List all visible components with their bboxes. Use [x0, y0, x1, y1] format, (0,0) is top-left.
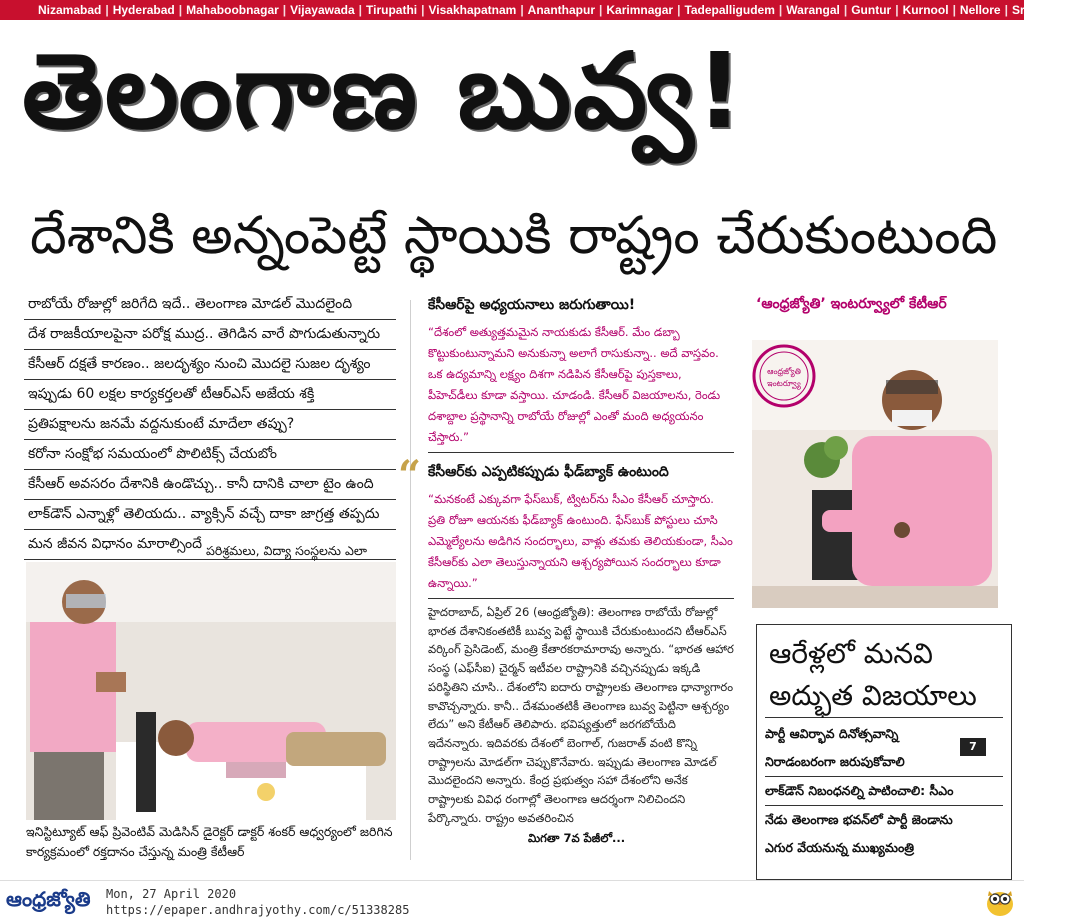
quote-icon: “ [398, 452, 422, 499]
city-link[interactable]: Tadepalligudem [684, 3, 775, 17]
city-separator: | [520, 3, 524, 17]
photo-caption: ఇనిస్టిట్యూట్ ఆఫ్ ప్రివెంటివ్ మెడిసిన్ డైరెక్టర్ డాక్టర్ శంకర్ ఆధ్వర్యంలో జరిగిన కార్యక్రమంలో రక్తదానం చేస్తున్న మంత్రి కేటీఆర్ [26, 824, 393, 859]
panel-item: నిరాడంబరంగా జరుపుకోవాలి [765, 748, 1003, 777]
sub-headline: దేశానికి అన్నంపెట్టే స్థాయికి రాష్ట్రం చేరుకుంటుంది [30, 206, 998, 266]
middle-column [428, 290, 734, 848]
city-link[interactable]: Vijayawada [290, 3, 355, 17]
city-link[interactable]: Tirupathi [366, 3, 418, 17]
city-separator: | [778, 3, 783, 17]
panel-item: ఎగుర వేయనున్న ముఖ్యమంత్రి [765, 840, 915, 855]
key-point-item: కేసీఆర్ దక్షతే కారణం.. జలదృశ్యం నుంచి మొదలై సుజల దృశ్యం [24, 350, 396, 380]
city-separator: | [677, 3, 681, 17]
ktr-interview-photo [752, 340, 998, 608]
quote-text: “మనకంటే ఎక్కువగా ఫేస్‌బుక్, ట్విటర్‌ను సీఎం కేసీఆర్ చూస్తారు. ప్రతి రోజూ ఆయనకు ఫీడ్‌బ్యాక్ ఉంటుంది. ఫేస్‌బుక్ పోస్టులు చూసి ఎమ్మెల్యేలను అడిగిన సందర్భాలు, వాళ్లు తమకు తెలియకుండా, సీఎం కేసీఆర్‌కు ఎలా తెలుస్తున్నాయని ఆశ్చర్యపోయిన సందర్భాలు కూడా ఉన్నాయి.” [428, 492, 733, 590]
stamp-line: ఆంధ్రజ్యోతి [767, 367, 801, 376]
continued-note: మిగతా 7వ పేజీలో... [528, 831, 626, 846]
page-ref-badge[interactable]: 7 [960, 738, 986, 756]
panel-title-line: ఆరేళ్లలో మనవి [769, 637, 933, 670]
blurb-item: పరిశ్రమలు, విద్యా సంస్థలను ఎలా [206, 540, 396, 586]
city-link[interactable]: Visakhapatnam [428, 3, 517, 17]
city-link[interactable]: Warangal [786, 3, 840, 17]
city-link[interactable]: Karimnagar [606, 3, 674, 17]
key-point-item: కరోనా సంక్షోభ సమయంలో పొలిటిక్స్ చేయబోం [24, 440, 396, 470]
owl-icon[interactable] [985, 885, 1015, 917]
edition-url[interactable]: https://epaper.andhrajyothy.com/c/51338285 [106, 903, 410, 917]
main-headline: తెలంగాణ బువ్వ! [22, 30, 746, 152]
panel-item: లాక్‌డౌన్ నిబంధనల్ని పాటించాలి: సీఎం [765, 777, 1003, 806]
city-link[interactable]: Mahaboobnagar [186, 3, 279, 17]
key-point-item: కేసీఆర్ అవసరం దేశానికి ఉండొచ్చు.. కానీ దానికి చాలా టైం ఉంది [24, 470, 396, 500]
city-link[interactable]: Nellore [959, 3, 1001, 17]
key-point-item: దేశ రాజకీయాలపైనా పరోక్ష ముద్ర.. తెగిడిన వారే పొగుడుతున్నారు [24, 320, 396, 350]
column-divider [410, 300, 411, 860]
blood-donation-photo [26, 562, 396, 820]
key-point-item: రాబోయే రోజుల్లో జరిగేది ఇదే.. తెలంగాణ మోడల్ మొదలైంది [24, 290, 396, 320]
city-separator: | [282, 3, 287, 17]
city-separator: | [421, 3, 425, 17]
city-link[interactable]: Guntur [851, 3, 892, 17]
city-edition-bar [0, 0, 1077, 20]
section-heading: కేసీఆర్‌పై అధ్యయనాలు జరుగుతాయి! [428, 297, 636, 313]
key-points-list [24, 290, 396, 560]
section-divider [428, 452, 734, 453]
stamp-line: ఇంటర్వ్యూ [767, 379, 801, 388]
quote-text: “దేశంలో అత్యుత్తమమైన నాయకుడు కేసీఆర్. మేం డబ్బా కొట్టుకుంటున్నామని అనుకున్నా అలాగే రాసుకున్నా.. అదే వాస్తవం. ఒక ఉద్యమాన్ని లక్ష్యం దిశగా నడిపిన కేసీఆర్‌పై పుస్తకాలు, పీహెచ్‌డీలు కూడా వస్తాయి. చూడండి. కేసీఆర్ విజయాలను, రెండు దశాబ్దాల ప్రస్థానాన్ని రాబోయే రోజుల్లో ఎంతో మంది అధ్యయనం చేస్తారు.” [428, 325, 721, 444]
key-point-item: ఇప్పుడు 60 లక్షల కార్యకర్తలతో టీఆర్ఎస్ అజేయ శక్తి [24, 380, 396, 410]
section-heading: కేసీఆర్‌కు ఎప్పటికప్పుడు ఫీడ్‌బ్యాక్ ఉంటుంది [428, 464, 669, 480]
panel-item: పార్టీ ఆవిర్భావ దినోత్సవాన్ని [765, 726, 899, 741]
city-separator: | [358, 3, 362, 17]
city-separator: | [599, 3, 603, 17]
edition-date: Mon, 27 April 2020 [106, 887, 237, 901]
city-separator: | [105, 3, 109, 17]
key-point-item: ప్రతిపక్షాలను జనమే వద్దనుకుంటే మాదేలా తప్పు? [24, 410, 396, 440]
city-link[interactable]: Srikakulam [1011, 3, 1077, 17]
city-separator: | [1004, 3, 1008, 17]
city-link[interactable]: Hyderabad [112, 3, 175, 17]
key-point-item: లాక్‌డౌన్ ఎన్నాళ్లో తెలియదు.. వ్యాక్సిన్ వచ్చే దాకా జాగ్రత్త తప్పదు [24, 500, 396, 530]
section-divider [428, 598, 734, 599]
city-separator: | [952, 3, 956, 17]
brand-logo[interactable]: ఆంధ్రజ్యోతి [6, 887, 91, 911]
city-link[interactable]: Kurnool [902, 3, 949, 17]
interview-heading: ‘ఆంధ్రజ్యోతి’ ఇంటర్వ్యూలో కేటీఆర్ [756, 296, 947, 312]
panel-title-line: అద్భుత విజయాలు [765, 675, 1003, 718]
city-separator: | [895, 3, 899, 17]
city-separator: | [843, 3, 848, 17]
city-separator: | [178, 3, 183, 17]
panel-item: నేడు తెలంగాణ భవన్‌లో పార్టీ జెండాను [765, 812, 953, 827]
city-link[interactable]: Ananthapur [527, 3, 596, 17]
article-body: హైదరాబాద్, ఏప్రిల్ 26 (ఆంధ్రజ్యోతి): తెలంగాణ రాబోయే రోజుల్లో భారత దేశానికంతటికీ బువ్వ పెట్టే స్థాయికి చేరుకుంటుందని టీఆర్ఎస్ వర్కింగ్ ప్రెసిడెంట్, మంత్రి కేతారకరామారావు అన్నారు. “భారత ఆహార సంస్థ (ఎఫ్‌సీఐ) చైర్మన్ ఇటీవల రాష్ట్రానికి వచ్చినప్పుడు ఇక్కడి పరిస్థితిని చూసి.. దేశంలోని ఐదారు రాష్ట్రాలకు తెలంగాణ ధాన్యాగారం కావొచ్చన్నారు. కానీ.. దేశమంతటికీ తెలంగాణ బువ్వ పెట్టినా ఆశ్చర్యం లేదు” అని కేటీఆర్ తెలిపారు. భవిష్యత్తులో జరగబోయేది ఇదేనన్నారు. ఇదివరకు దేశంలో బెంగాల్, గుజరాత్ వంటి కొన్ని రాష్ట్రాలను మోడల్‌గా చెప్పుకొనేవారు. ఇప్పుడు తెలంగాణ మోడల్ మొదలైందని అన్నారు. కేంద్ర ప్రభుత్వం సహా దేశంలోని అనేక రాష్ట్రాలకు వివిధ రంగాల్లో తెలంగాణ ఆదర్శంగా నిలిచిందని పేర్కొన్నారు. రాష్ట్రం అవతరించిన [428, 605, 734, 825]
city-link[interactable]: Nizamabad [38, 3, 102, 17]
edition-meta [106, 886, 409, 918]
key-point-item: మన జీవన విధానం మారాల్సిందే [24, 530, 396, 560]
footer-bar [0, 880, 1024, 922]
